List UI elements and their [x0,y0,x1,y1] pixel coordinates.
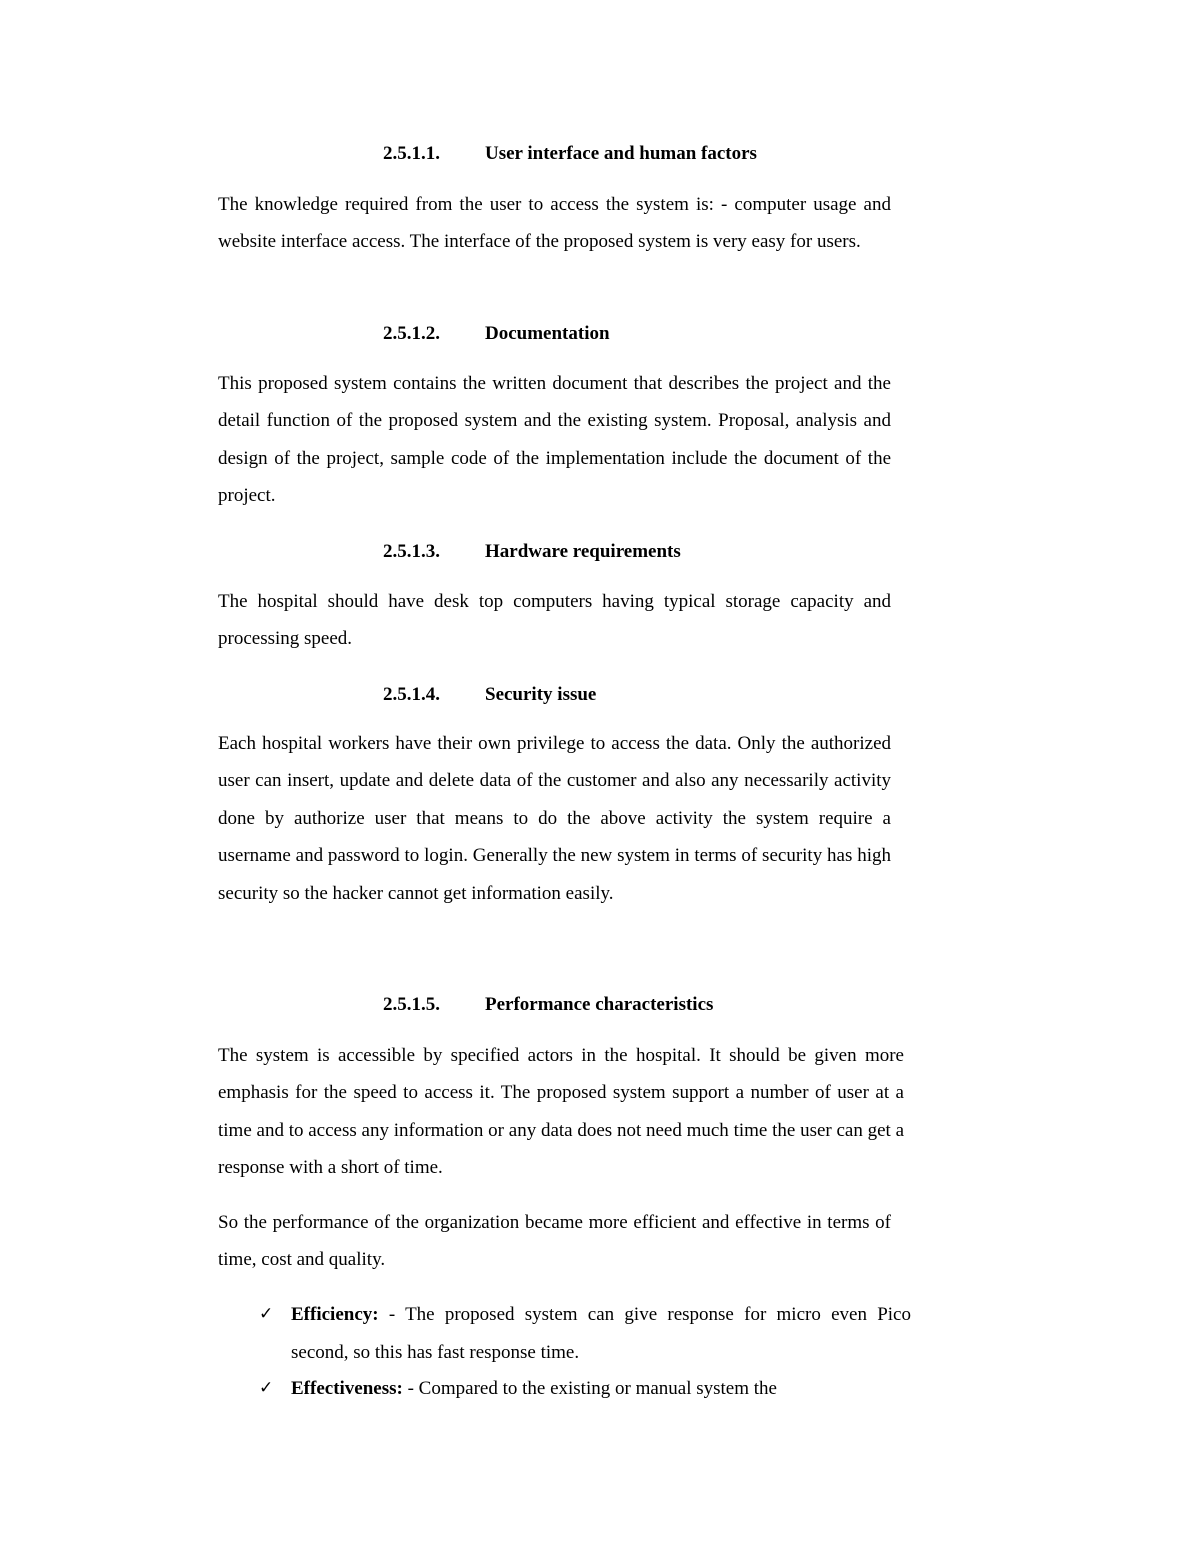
body-paragraph: Each hospital workers have their own privilege to access the data. Only the authorized user can insert, update and delete data of the customer and also any necessarily activity done by authorize user that means to do the above activity the system require a username and password to login. Generally the new system in terms of security has high security so the hacker cannot get information easily. [218,733,891,904]
bullet-description: - Compared to the existing or manual system the [402,1378,777,1399]
section-title: Performance characteristics [485,994,714,1015]
check-mark-icon: ✓ [259,1304,274,1324]
section-heading [383,994,713,1016]
section-heading [383,143,757,165]
section-number: 2.5.1.2. [383,323,440,344]
section-number: 2.5.1.1. [383,143,440,164]
body-paragraph: The hospital should have desk top computers having typical storage capacity and processing speed. [218,591,891,650]
check-mark-icon: ✓ [259,1378,274,1398]
bullet-item [291,1296,911,1371]
section-title: Documentation [485,323,610,344]
section-title: Hardware requirements [485,541,681,562]
section-number: 2.5.1.4. [383,684,440,705]
body-paragraph: The knowledge required from the user to access the system is: - computer usage and website interface access. The interface of the proposed system is very easy for users. [218,194,891,253]
section-title: Security issue [485,684,597,705]
body-paragraph: So the performance of the organization became more efficient and effective in terms of time, cost and quality. [218,1212,891,1271]
section-heading [383,323,610,345]
section-heading [383,684,596,706]
body-paragraph: The system is accessible by specified actors in the hospital. It should be given more emphasis for the speed to access it. The proposed system support a number of user at a time and to access any information or any data does not need much time the user can get a response with a short of time. [218,1045,904,1179]
bullet-term: Effectiveness: [291,1378,403,1399]
body-paragraph: This proposed system contains the written document that describes the project and the detail function of the proposed system and the existing system. Proposal, analysis and design of the project, sample code of the implementation include the document of the project. [218,373,891,507]
section-number: 2.5.1.3. [383,541,440,562]
bullet-term: Efficiency: [291,1304,379,1325]
section-heading [383,541,681,563]
section-number: 2.5.1.5. [383,994,440,1015]
bullet-description: - The proposed system can give response for micro even Pico second, so this has fast response time. [291,1304,911,1363]
bullet-item [291,1370,911,1408]
section-title: User interface and human factors [485,143,757,164]
